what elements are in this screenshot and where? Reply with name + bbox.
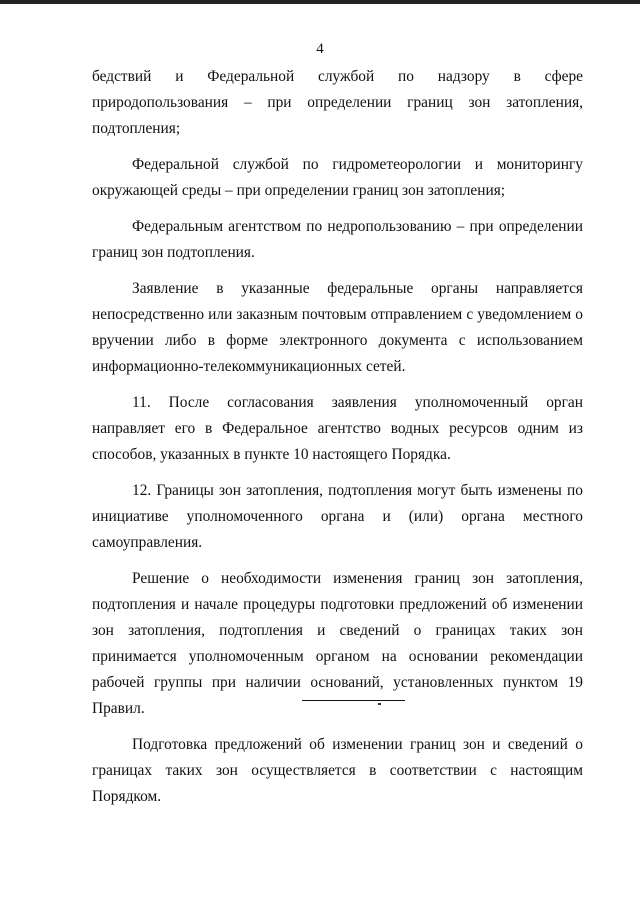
- paragraph-subsoil-agency: Федеральным агентством по недропользованию – при определении границ зон подтопления.: [92, 218, 583, 261]
- page-top-border: [0, 0, 640, 4]
- paragraph-item-11: 11. После согласования заявления уполномоченный орган направляет его в Федеральное агентство водных ресурсов одним из способов, указанных в пункте 10 настоящего Порядка.: [92, 394, 583, 463]
- page-number: 4: [316, 41, 324, 57]
- document-body: [92, 64, 583, 820]
- closing-divider-line: [302, 700, 405, 701]
- paragraph-change-decision: Решение о необходимости изменения границ зон затопления, подтопления и начале процедуры подготовки предложений об изменении зон затопления, подтопления и сведений о границах таких зон принимается уполномоченным органом на основании рекомендации рабочей группы при наличии оснований, установленных пунктом 19 Правил.: [92, 570, 583, 717]
- divider-mark: [378, 703, 381, 705]
- paragraph-item-12: 12. Границы зон затопления, подтопления могут быть изменены по инициативе уполномоченного органа и (или) органа местного самоуправления.: [92, 482, 583, 551]
- paragraph-proposal-preparation: Подготовка предложений об изменении границ зон и сведений о границах таких зон осуществляется в соответствии с настоящим Порядком.: [92, 736, 583, 805]
- paragraph-application-delivery: Заявление в указанные федеральные органы направляется непосредственно или заказным почтовым отправлением с уведомлением о вручении либо в форме электронного документа с использованием информационно-телекоммуникационных сетей.: [92, 280, 583, 375]
- paragraph-agencies-continuation: бедствий и Федеральной службой по надзору в сфере природопользования – при определении границ зон затопления, подтопления;: [92, 68, 583, 137]
- paragraph-hydromet-service: Федеральной службой по гидрометеорологии и мониторингу окружающей среды – при определении границ зон затопления;: [92, 156, 583, 199]
